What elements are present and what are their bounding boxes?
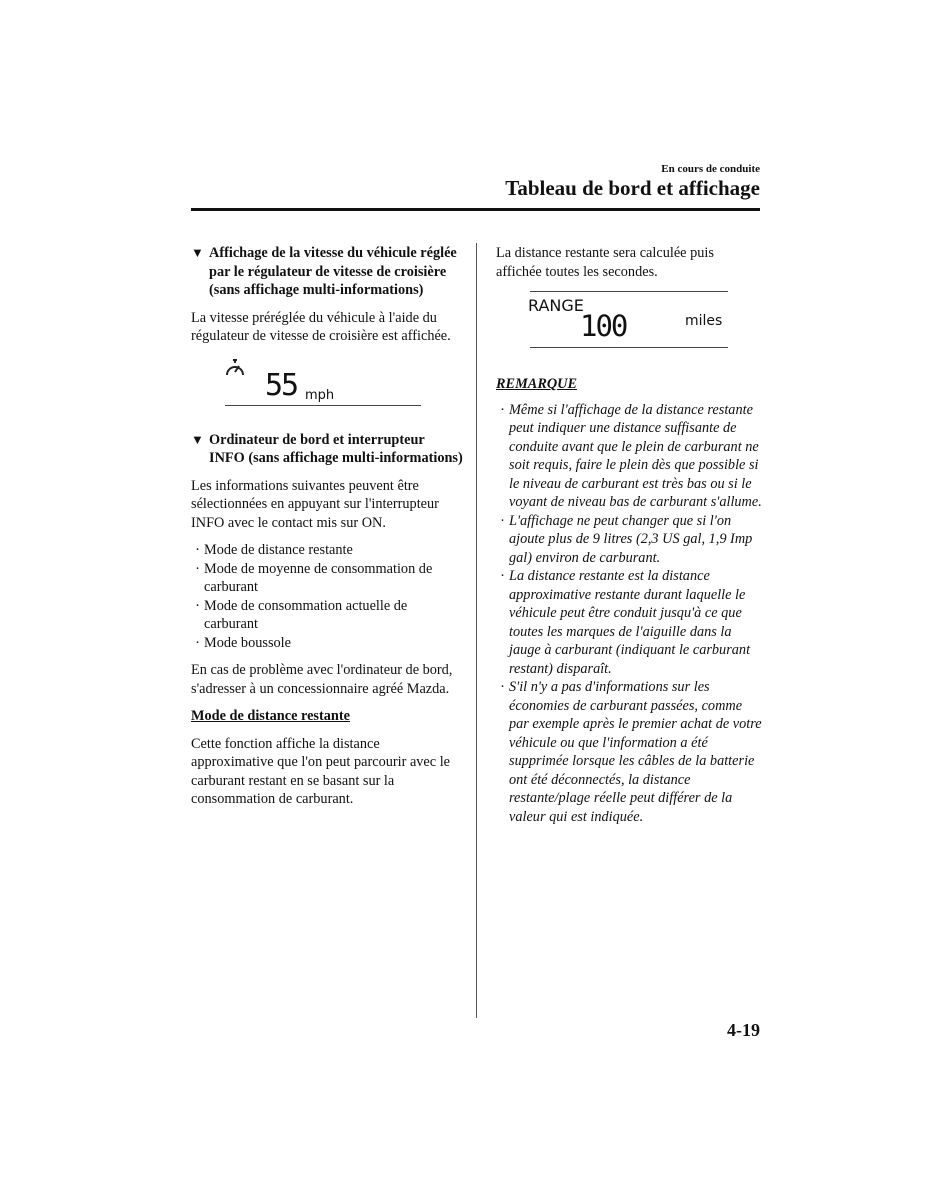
note-item: · S'il n'y a pas d'informations sur les économies de carburant passées, comme par exemple après le premier achat de votre véhicule ou que l'information a été supprimée lorsque les câbles de la batterie ont été déconnectés, la distance restante/plage réelle peut différer de la valeur qui est indiquée. [500,679,762,825]
speed-unit: mph [305,387,335,403]
subheading-speed [191,244,463,300]
range-mode-paragraph: Cette fonction affiche la distance approximative que l'on peut parcourir avec le carburant restant en se basant sur la consommation de carburant. [191,735,451,807]
left-column [191,244,463,818]
problem-paragraph: En cas de problème avec l'ordinateur de bord, s'adresser à un concessionnaire agréé Mazda. [191,662,453,697]
page-number: 4-19 [727,1020,760,1040]
right-column [496,244,762,826]
subheading-trip-computer [191,431,463,468]
note-item: · Même si l'affichage de la distance restante peut indiquer une distance suffisante de conduite avant que le plein de carburant ne soit requis, faire le plein dès que possible si le niveau de carburant est très bas ou si le voyant de niveau bas de carburant s'allume. [500,401,762,510]
range-display-top-rule [530,291,728,292]
range-unit: miles [685,313,723,329]
range-value: 100 [580,309,627,343]
list-item: · Mode de moyenne de consommation de carburant [195,560,433,595]
header-rule [191,208,760,211]
mode-list [191,541,463,652]
speed-value: 55 [265,367,298,403]
calc-paragraph: La distance restante sera calculée puis affichée toutes les secondes. [496,245,714,280]
section-label: En cours de conduite [661,163,760,175]
range-display-bottom-rule [530,347,728,348]
speedometer-icon [224,359,246,381]
range-label: RANGE [528,296,584,315]
list-item: · Mode boussole [195,634,291,651]
speed-paragraph: La vitesse préréglée du véhicule à l'aide du régulateur de vitesse de croisière est affichée. [191,309,451,344]
triangle-marker-icon: ▼ [191,245,204,260]
subheading-trip-computer-text: Ordinateur de bord et interrupteur INFO (sans affichage multi-informations) [209,431,463,466]
speed-display-figure [191,355,463,417]
info-paragraph: Les informations suivantes peuvent être sélectionnées en appuyant sur l'interrupteur INFO avec le contact mis sur ON. [191,477,439,531]
range-display-figure [496,291,762,365]
note-list [496,401,762,827]
page-title: Tableau de bord et affichage [505,176,760,200]
column-divider [476,243,477,1018]
note-item: · L'affichage ne peut changer que si l'on ajoute plus de 9 litres (2,3 US gal, 1,9 Imp gal) environ de carburant. [500,512,753,566]
list-item: · Mode de distance restante [195,542,353,558]
range-mode-heading: Mode de distance restante [191,708,350,724]
list-item: · Mode de consommation actuelle de carburant [195,597,408,632]
triangle-marker-icon: ▼ [191,431,204,447]
note-item: · La distance restante est la distance approximative restante durant laquelle le véhicule peut être conduit jusqu'à ce que toutes les marques de l'aiguille dans la jauge à carburant (indiquant le carburant restant) disparaît. [500,568,751,677]
subheading-speed-text: Affichage de la vitesse du véhicule réglée par le régulateur de vitesse de croisière (sans affichage multi-informations) [209,245,457,298]
speed-display-rule [225,405,421,406]
note-title: REMARQUE [496,376,578,392]
